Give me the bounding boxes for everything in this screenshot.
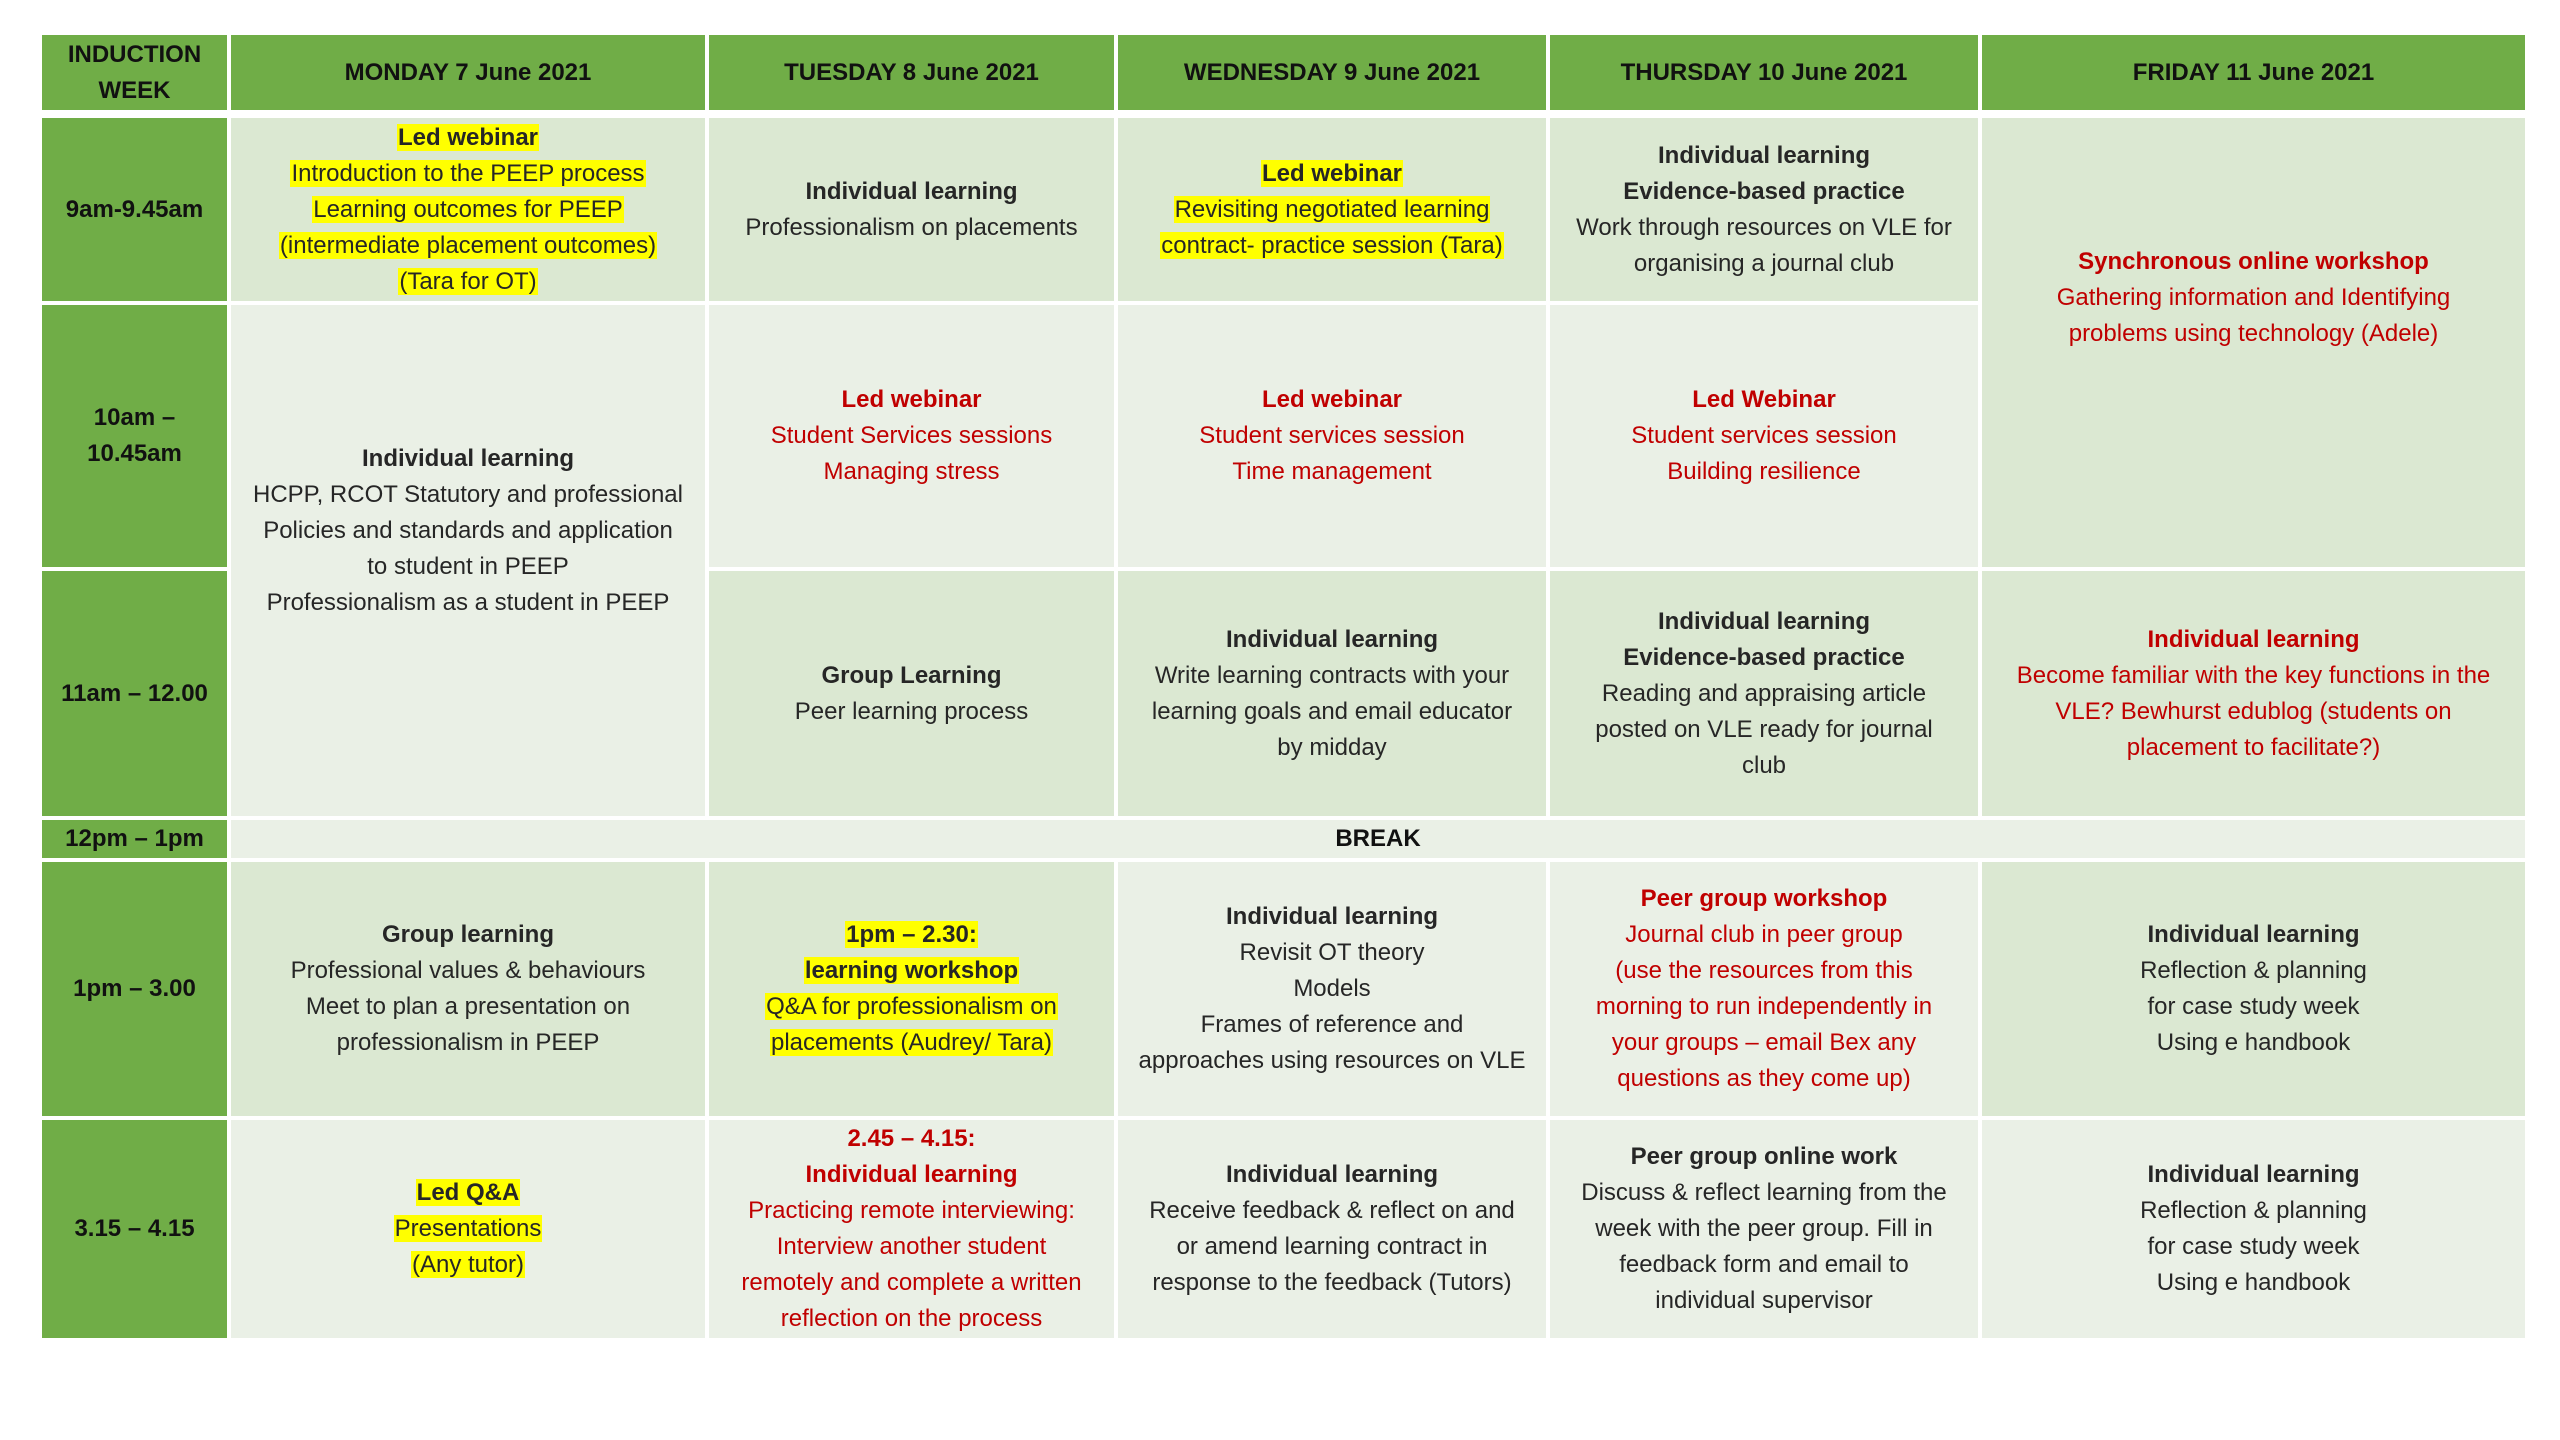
cell-line-text: Time management	[1232, 458, 1432, 485]
cell-line	[1198, 418, 1465, 454]
time-slot-1: 9am-9.45am	[42, 118, 227, 301]
cell-line	[1225, 622, 1439, 658]
cell-line-text: for case study week	[2147, 1233, 2360, 1260]
cell-line	[381, 917, 555, 953]
cell-line	[744, 210, 1078, 246]
cell-line-text: Group Learning	[821, 661, 1002, 689]
cell-line-text: Individual learning	[2147, 625, 2360, 653]
cell-line-text: Individual learning	[1225, 1161, 1439, 1188]
cell-line-text: Individual learning	[805, 177, 1018, 205]
cell-line-text: problems using technology (Adele)	[2068, 319, 2439, 347]
cell-wed-1515	[1118, 1120, 1546, 1338]
cell-line-text: Reading and appraising article	[1601, 679, 1927, 707]
cell-line	[2146, 1229, 2360, 1265]
cell-line-text: your groups – email Bex any	[1611, 1029, 1917, 1056]
cell-line	[804, 1157, 1018, 1193]
cell-line-text: VLE? Bewhurst edublog (students on	[2055, 697, 2452, 725]
cell-line	[1261, 382, 1403, 418]
cell-fri-1100	[1982, 571, 2525, 816]
cell-line	[2156, 1025, 2351, 1061]
cell-line-text: placements (Audrey/ Tara)	[770, 1029, 1052, 1056]
cell-mon-1000	[231, 305, 705, 816]
cell-line	[804, 953, 1019, 989]
cell-line	[1633, 246, 1895, 282]
cell-line	[1622, 174, 1905, 210]
cell-line	[1691, 382, 1837, 418]
cell-line-text: Work through resources on VLE for	[1576, 213, 1952, 241]
cell-line	[2139, 1193, 2368, 1229]
cell-line-text: Led webinar	[397, 123, 539, 151]
cell-thu-0900	[1550, 118, 1978, 301]
cell-line	[2156, 1265, 2351, 1301]
cell-line	[2146, 1157, 2360, 1193]
corner-line-1: INDUCTION	[67, 40, 202, 68]
cell-line	[305, 989, 631, 1025]
cell-wed-1000	[1118, 305, 1546, 567]
cell-line-text: morning to run independently in	[1595, 993, 1933, 1020]
cell-line-text: Led webinar	[1261, 159, 1403, 187]
cell-line-text: Individual learning	[1225, 903, 1439, 930]
cell-line	[252, 477, 684, 513]
cell-line	[1575, 210, 1953, 246]
time-slot-2-line-1: 10am –	[93, 404, 176, 431]
cell-line-text: Individual learning	[1657, 607, 1871, 635]
cell-line-text: individual supervisor	[1655, 1287, 1873, 1314]
cell-line	[2146, 622, 2360, 658]
cell-line-text: posted on VLE ready for journal	[1595, 715, 1933, 743]
cell-tue-1515	[709, 1120, 1114, 1338]
cell-line-text: (use the resources from this	[1615, 957, 1913, 984]
cell-line	[822, 454, 1000, 490]
cell-thu-1100	[1550, 571, 1978, 816]
cell-wed-1300	[1118, 862, 1546, 1116]
cell-line-text: or amend learning contract in	[1176, 1233, 1488, 1260]
cell-line-text: Professional values & behaviours	[290, 957, 646, 984]
cell-line	[336, 1025, 601, 1061]
cell-line-text: Individual learning	[805, 1161, 1018, 1188]
cell-line-text: Learning outcomes for PEEP	[313, 195, 623, 223]
cell-line	[2139, 953, 2368, 989]
cell-line	[279, 228, 657, 264]
day-header-tuesday: TUESDAY 8 June 2021	[709, 35, 1114, 110]
cell-line	[1151, 694, 1513, 730]
cell-line-text: Student services session	[1199, 422, 1465, 449]
cell-line-text: approaches using resources on VLE	[1138, 1047, 1526, 1074]
day-header-monday: MONDAY 7 June 2021	[231, 35, 705, 110]
cell-line-text: Peer group online work	[1630, 1143, 1898, 1170]
cell-line	[1276, 730, 1387, 766]
cell-line-text: Led webinar	[1261, 386, 1403, 413]
cell-line-text: Practicing remote interviewing:	[748, 1197, 1075, 1224]
cell-line-text: week with the peer group. Fill in	[1595, 1215, 1933, 1242]
cell-line-text: Individual learning	[2147, 921, 2360, 948]
cell-line-text: Synchronous online workshop	[2078, 247, 2429, 275]
cell-line-text: learning goals and email educator	[1151, 697, 1513, 725]
cell-tue-1300	[709, 862, 1114, 1116]
cell-line	[290, 156, 645, 192]
cell-line	[1225, 899, 1439, 935]
day-header-friday: FRIDAY 11 June 2021	[1982, 35, 2525, 110]
cell-line-text: Become familiar with the key functions in the	[2016, 661, 2491, 689]
cell-tue-0900	[709, 118, 1114, 301]
cell-line-text: Managing stress	[823, 458, 1000, 485]
cell-line	[2126, 730, 2381, 766]
cell-thu-1515	[1550, 1120, 1978, 1338]
cell-line	[1225, 1157, 1439, 1193]
cell-line-text: (Tara for OT)	[399, 267, 537, 295]
cell-fri-0900	[1982, 118, 2525, 567]
corner-header	[42, 35, 227, 110]
cell-line-text: Individual learning	[2147, 1161, 2360, 1188]
cell-line	[2146, 917, 2360, 953]
cell-line	[1657, 604, 1871, 640]
cell-line-text: Write learning contracts with your	[1154, 661, 1510, 689]
cell-line-text: Interview another student	[776, 1233, 1047, 1260]
cell-line	[290, 953, 647, 989]
cell-line	[1261, 156, 1403, 192]
cell-line	[2146, 989, 2360, 1025]
cell-line-text: Using e handbook	[2156, 1269, 2351, 1296]
cell-line-text: Professionalism on placements	[745, 213, 1078, 241]
cell-line	[1239, 935, 1426, 971]
cell-line-text: Student Services sessions	[770, 422, 1053, 449]
cell-thu-1000	[1550, 305, 1978, 567]
time-slot-4: 1pm – 3.00	[42, 862, 227, 1116]
cell-line	[1614, 953, 1913, 989]
cell-line	[394, 1211, 543, 1247]
cell-line	[1176, 1229, 1489, 1265]
cell-line-text: 2.45 – 4.15:	[847, 1125, 976, 1152]
cell-line-text: Journal club in peer group	[1625, 921, 1903, 948]
cell-line	[312, 192, 624, 228]
cell-mon-1300	[231, 862, 705, 1116]
cell-line	[361, 441, 575, 477]
cell-line	[1148, 1193, 1516, 1229]
cell-fri-1515	[1982, 1120, 2525, 1338]
cell-line-text: club	[1741, 751, 1787, 779]
cell-line-text: 1pm – 2.30:	[846, 921, 977, 948]
cell-line	[2054, 694, 2452, 730]
cell-line	[2077, 244, 2430, 280]
cell-line-text: Gathering information and Identifying	[2056, 283, 2451, 311]
cell-line	[1580, 1175, 1947, 1211]
cell-tue-1000	[709, 305, 1114, 567]
cell-line	[1624, 917, 1904, 953]
cell-line	[1151, 1265, 1512, 1301]
cell-line-text: Peer group workshop	[1640, 885, 1888, 912]
cell-line-text: questions as they come up)	[1617, 1065, 1911, 1092]
cell-line-text: Revisiting negotiated learning	[1174, 195, 1490, 223]
cell-line-text: HCPP, RCOT Statutory and professional	[253, 480, 683, 508]
cell-line	[794, 694, 1029, 730]
cell-line	[804, 174, 1018, 210]
cell-line	[1231, 454, 1432, 490]
cell-line	[266, 585, 671, 621]
cell-line	[398, 264, 537, 300]
cell-line	[846, 1121, 976, 1157]
cell-wed-0900	[1118, 118, 1546, 301]
cell-line-text: Led webinar	[841, 386, 982, 413]
cell-line-text: Peer learning process	[794, 697, 1029, 725]
cell-line-text: remotely and complete a written	[741, 1269, 1082, 1296]
time-slot-break: 12pm – 1pm	[42, 820, 227, 858]
cell-line	[1630, 1139, 1899, 1175]
cell-line-text: Meet to plan a presentation on	[305, 993, 631, 1020]
cell-tue-1100	[709, 571, 1114, 816]
cell-line-text: Led Webinar	[1692, 386, 1836, 413]
cell-line	[1138, 1043, 1527, 1079]
cell-line	[1611, 1025, 1917, 1061]
cell-line-text: Building resilience	[1667, 458, 1861, 485]
cell-line	[770, 1025, 1053, 1061]
cell-line-text: Policies and standards and application	[263, 516, 673, 544]
cell-mon-1515	[231, 1120, 705, 1338]
cell-line-text: Introduction to the PEEP process	[291, 159, 645, 187]
cell-line-text: Individual learning	[1657, 141, 1871, 169]
cell-line-text: for case study week	[2147, 993, 2360, 1020]
cell-line-text: Professionalism as a student in PEEP	[266, 588, 670, 616]
cell-line-text: organising a journal club	[1633, 249, 1895, 277]
cell-line-text: Discuss & reflect learning from the	[1581, 1179, 1947, 1206]
cell-line	[770, 418, 1053, 454]
cell-line	[2016, 658, 2492, 694]
cell-line-text: to student in PEEP	[367, 552, 569, 580]
cell-line-text: feedback form and email to	[1619, 1251, 1909, 1278]
cell-fri-1300	[1982, 862, 2525, 1116]
cell-line	[1654, 1283, 1873, 1319]
time-slot-2-line-2: 10.45am	[87, 440, 182, 467]
cell-line-text: Group learning	[381, 921, 554, 948]
cell-line	[1160, 228, 1503, 264]
cell-line-text: (Any tutor)	[411, 1251, 525, 1278]
cell-line-text: Revisit OT theory	[1239, 939, 1425, 966]
cell-line-text: Evidence-based practice	[1623, 177, 1905, 205]
cell-mon-0900	[231, 118, 705, 301]
cell-line	[1622, 640, 1905, 676]
cell-line	[780, 1301, 1043, 1337]
cell-line	[1594, 712, 1934, 748]
cell-line-text: (intermediate placement outcomes)	[279, 231, 657, 259]
cell-line-text: Q&A for professionalism on	[766, 993, 1057, 1020]
cell-line-text: Reflection & planning	[2140, 1197, 2367, 1224]
cell-line-text: placement to facilitate?)	[2126, 733, 2381, 761]
cell-line-text: Led Q&A	[416, 1179, 520, 1206]
cell-line	[1200, 1007, 1465, 1043]
cell-line	[845, 917, 978, 953]
cell-line	[1594, 1211, 1934, 1247]
cell-line	[416, 1175, 521, 1211]
cell-line	[821, 658, 1003, 694]
cell-line-text: Individual learning	[361, 444, 575, 472]
cell-line	[740, 1265, 1082, 1301]
cell-wed-1100	[1118, 571, 1546, 816]
cell-line	[747, 1193, 1076, 1229]
time-slot-5: 3.15 – 4.15	[42, 1120, 227, 1338]
cell-line	[1741, 748, 1787, 784]
cell-line	[366, 549, 569, 585]
corner-line-2: WEEK	[98, 76, 171, 104]
cell-line	[1601, 676, 1927, 712]
time-slot-2	[42, 305, 227, 567]
cell-line	[1657, 138, 1871, 174]
cell-line	[776, 1229, 1048, 1265]
cell-line	[1595, 989, 1933, 1025]
cell-line	[1640, 881, 1889, 917]
cell-line-text: Using e handbook	[2156, 1029, 2351, 1056]
break-row: BREAK	[231, 820, 2525, 858]
cell-line-text: Student services session	[1631, 422, 1897, 449]
cell-thu-1300	[1550, 862, 1978, 1116]
cell-line	[1666, 454, 1861, 490]
cell-line-text: response to the feedback (Tutors)	[1152, 1269, 1512, 1296]
cell-line	[1154, 658, 1510, 694]
cell-line-text: Presentations	[394, 1215, 542, 1242]
cell-line	[397, 120, 539, 156]
cell-line	[765, 989, 1058, 1025]
cell-line	[2056, 280, 2452, 316]
cell-line-text: Reflection & planning	[2140, 957, 2367, 984]
cell-line	[1618, 1247, 1910, 1283]
cell-line-text: Individual learning	[1225, 625, 1439, 653]
cell-line-text: professionalism in PEEP	[336, 1029, 600, 1056]
cell-line	[2068, 316, 2440, 352]
cell-line-text: Models	[1293, 975, 1371, 1002]
cell-line-text: learning workshop	[804, 957, 1019, 984]
cell-line	[1174, 192, 1491, 228]
cell-line	[411, 1247, 525, 1283]
cell-line-text: Frames of reference and	[1200, 1011, 1464, 1038]
day-header-thursday: THURSDAY 10 June 2021	[1550, 35, 1978, 110]
time-slot-3: 11am – 12.00	[42, 571, 227, 816]
cell-line	[1292, 971, 1371, 1007]
cell-line	[1630, 418, 1897, 454]
cell-line-text: contract- practice session (Tara)	[1161, 231, 1503, 259]
cell-line-text: Evidence-based practice	[1623, 643, 1905, 671]
cell-line-text: Receive feedback & reflect on and	[1149, 1197, 1515, 1224]
cell-line-text: by midday	[1277, 733, 1387, 761]
day-header-wednesday: WEDNESDAY 9 June 2021	[1118, 35, 1546, 110]
cell-line-text: reflection on the process	[780, 1305, 1043, 1332]
cell-line	[840, 382, 982, 418]
cell-line	[1616, 1061, 1912, 1097]
cell-line	[262, 513, 674, 549]
